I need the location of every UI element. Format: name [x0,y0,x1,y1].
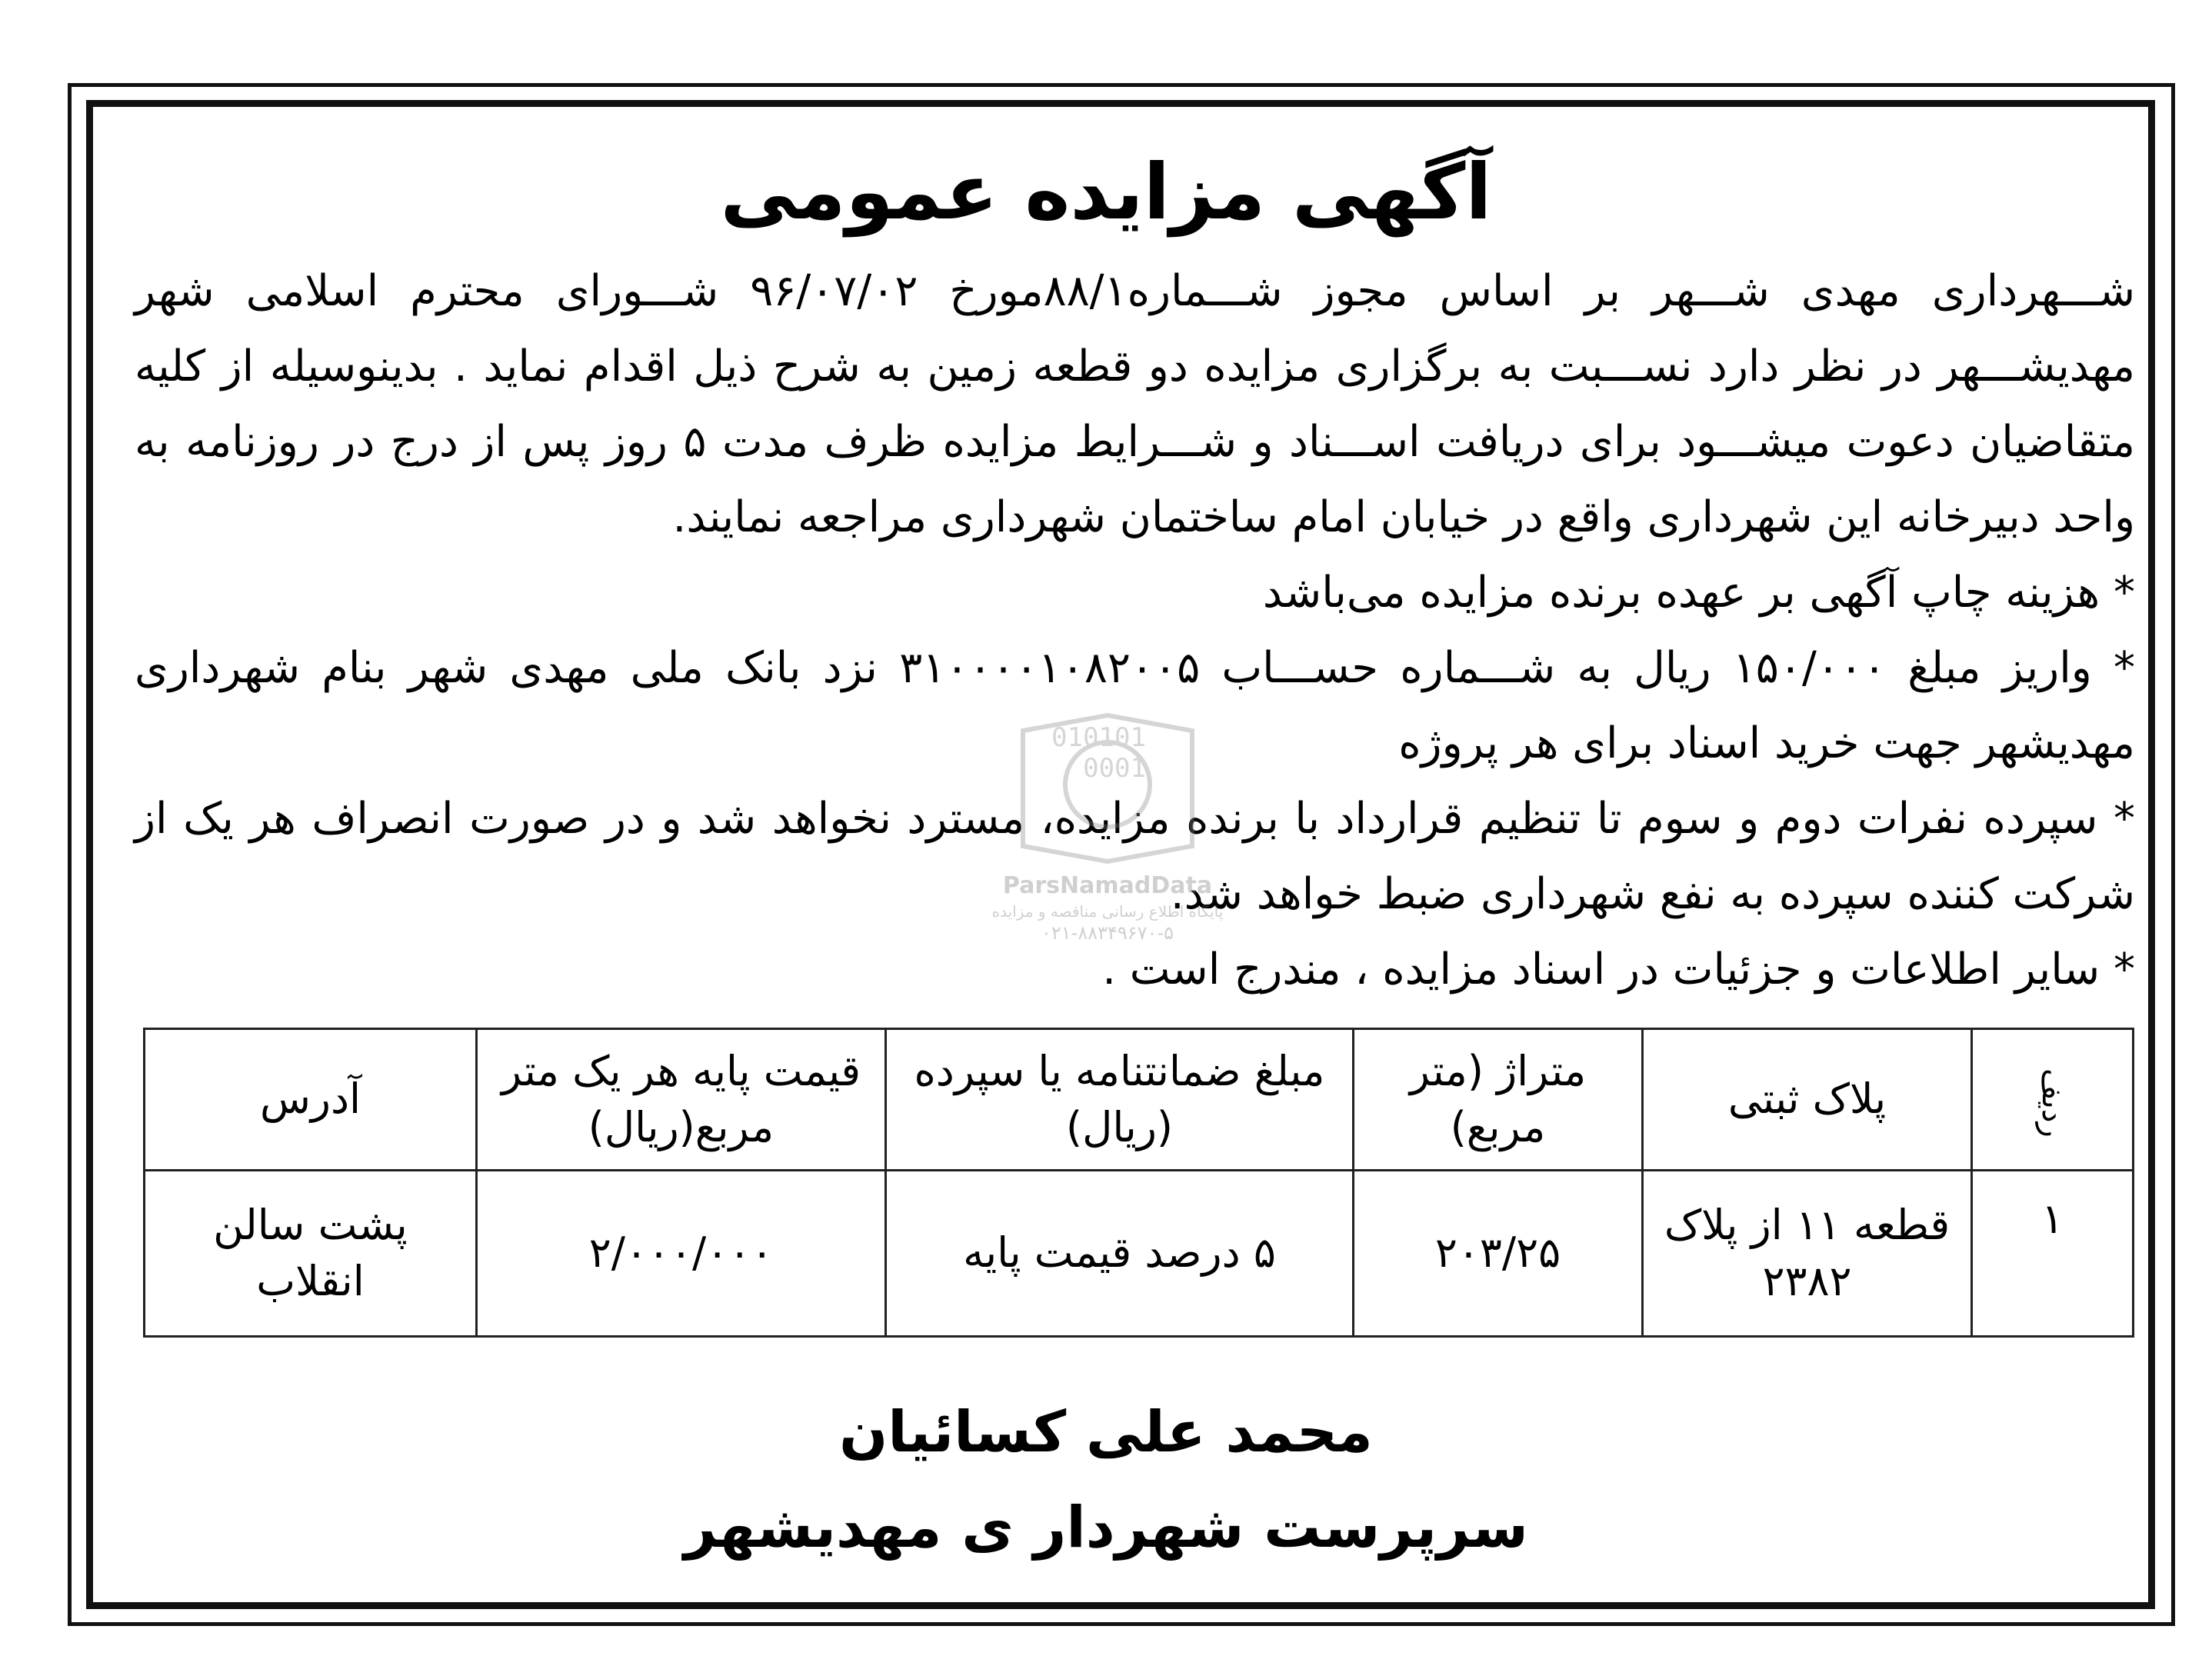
header-plaque: پلاک ثبتی [1643,1029,1972,1171]
svg-text:0001: 0001 [1083,753,1146,784]
cell-area: ۲۰۳/۲۵ [1354,1171,1643,1337]
watermark-brand: ParsNamadData [1002,872,1213,899]
signatory-name: محمد علی کسائیان [839,1399,1373,1465]
bullet-printing-cost: * هزینه چاپ آگهی بر عهده برنده مزایده می‌باشد [1262,568,2135,618]
table-header-row [145,1029,2134,1171]
header-area: متراژ (متر مربع) [1354,1029,1643,1171]
header-row-number: ردیف [1972,1029,2134,1171]
table-row [145,1171,2134,1337]
bullet-more-info: * سایر اطلاعات و جزئیات در اسناد مزایده ، مندرج است . [1102,945,2135,995]
notice-title: آگهی مزایده عمومی [720,147,1492,237]
cell-guarantee: ۵ درصد قیمت پایه [886,1171,1354,1337]
bullet-payment: * واریز مبلغ ۱۵۰/۰۰۰ ریال به شـــماره حســـاب ۳۱۰۰۰۰۱۰۸۲۰۰۵ نزد بانک ملی مهدی شهر بنام شهرداری مهدیشهر جهت خرید اسناد برای هر پروژه [135,643,2136,768]
signatory-position: سرپرست شهردار ی مهدیشهر [684,1494,1528,1561]
watermark-phone: ۰۲۱-۸۸۳۴۹۶۷۰-۵ [1041,922,1174,944]
cell-plaque: قطعه ۱۱ از پلاک ۲۳۸۲ [1643,1171,1972,1337]
bullet-deposit: * سپرده نفرات دوم و سوم تا تنظیم قرارداد با برنده مزایده، مسترد نخواهد شد و در صورت انصراف هر یک از شرکت کننده سپرده به نفع شهرداری ضبط خواهد شد. [135,794,2135,919]
cell-base-price: ۲/۰۰۰/۰۰۰ [477,1171,886,1337]
intro-paragraph: شـــهرداری مهدی شـــهر بر اساس مجوز شـــماره۸۸/۱مورخ ۹۶/۰۷/۰۲ شـــورای محترم اسلامی شهر مهدیشـــهر در نظر دارد نســـبت به برگزاری مزایده دو قطعه زمین به شرح ذیل اقدام نماید . بدینوسیله از کلیه متقاضیان دعوت میشـــود برای دریافت اســـناد و شـــرایط مزایده ظرف مدت ۵ روز پس از درج در روزنامه به واحد دبیرخانه این شهرداری واقع در خیابان امام ساختمان شهرداری مراجعه نمایند. [135,266,2136,542]
watermark-subtitle: پایگاه اطلاع رسانی مناقصه و مزایده [991,902,1224,921]
svg-text:010101: 010101 [1051,722,1146,753]
auction-table [143,1028,2134,1338]
cell-row-number: ۱ [1972,1171,2134,1337]
header-guarantee: مبلغ ضمانتنامه یا سپرده (ریال) [886,1029,1354,1171]
header-address: آدرس [145,1029,477,1171]
notice-body [135,254,2135,1008]
cell-address: پشت سالن انقلاب [145,1171,477,1337]
header-base-price: قیمت پایه هر یک متر مربع(ریال) [477,1029,886,1171]
signature-block [0,1384,2212,1575]
